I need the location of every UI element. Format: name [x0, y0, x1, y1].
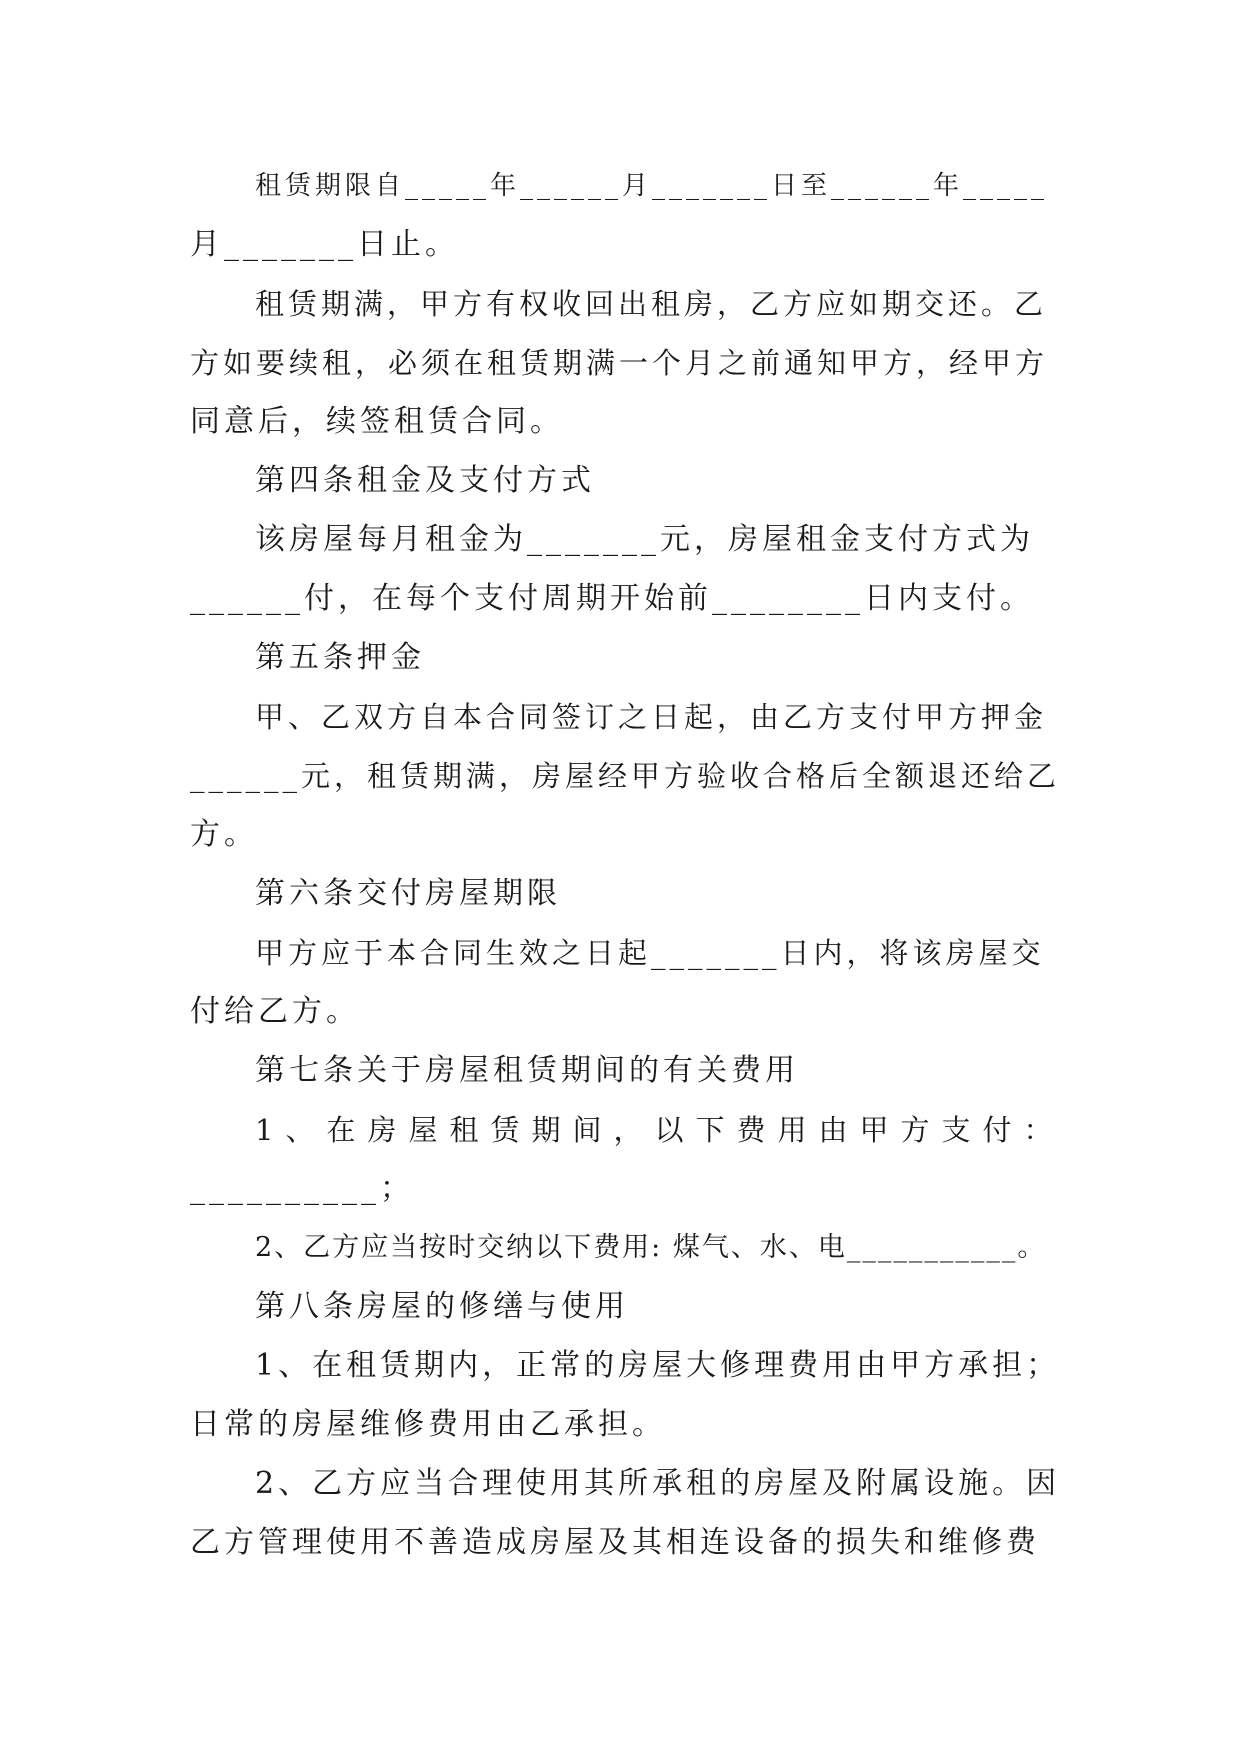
repair-item-2-cont: 乙方管理使用不善造成房屋及其相连设备的损失和维修费 [190, 1525, 1040, 1560]
repair-item-1-cont: 日常的房屋维修费用由乙承担。 [190, 1407, 666, 1442]
lease-expiry-paragraph: 租赁期满，甲方有权收回出租房，乙方应如期交还。乙 [255, 287, 1048, 321]
deposit-paragraph-end: 方。 [190, 817, 258, 852]
repair-item-1: 1、在租赁期内，正常的房屋大修理费用由甲方承担； [255, 1348, 1061, 1383]
delivery-paragraph: 甲方应于本合同生效之日起_______日内，将该房屋交 [255, 936, 1045, 970]
article-4-heading: 第四条租金及支付方式 [255, 463, 595, 498]
rent-amount-line: 该房屋每月租金为_______元，房屋租金支付方式为 [255, 522, 1034, 557]
deposit-paragraph-cont: ______元，租赁期满，房屋经甲方验收合格后全额退还给乙 [190, 759, 1061, 793]
deposit-paragraph: 甲、乙双方自本合同签订之日起，由乙方支付甲方押金 [255, 700, 1048, 734]
lease-term-line: 租赁期限自_____年______月_______日至______年_____ [255, 171, 1049, 201]
rent-payment-line: ______付，在每个支付周期开始前________日内支付。 [190, 581, 1034, 616]
article-7-heading: 第七条关于房屋租赁期间的有关费用 [255, 1053, 799, 1088]
lease-expiry-paragraph-end: 同意后，续签租赁合同。 [190, 404, 564, 439]
repair-item-2: 2、乙方应当合理使用其所承租的房屋及附属设施。因 [255, 1466, 1061, 1501]
article-5-heading: 第五条押金 [255, 640, 425, 675]
delivery-paragraph-end: 付给乙方。 [190, 994, 360, 1029]
lease-expiry-paragraph-cont: 方如要续租，必须在租赁期满一个月之前通知甲方，经甲方 [190, 346, 1049, 380]
fees-item-2: 2、乙方应当按时交纳以下费用: 煤气、水、电___________。 [255, 1232, 1047, 1263]
fees-item-1-blank: __________； [190, 1171, 414, 1206]
article-6-heading: 第六条交付房屋期限 [255, 876, 561, 911]
fees-item-1: 1、在房屋租赁期间，以下费用由甲方支付： [255, 1113, 1065, 1147]
article-8-heading: 第八条房屋的修缮与使用 [255, 1289, 629, 1324]
lease-term-end-line: 月_______日止。 [190, 227, 459, 262]
